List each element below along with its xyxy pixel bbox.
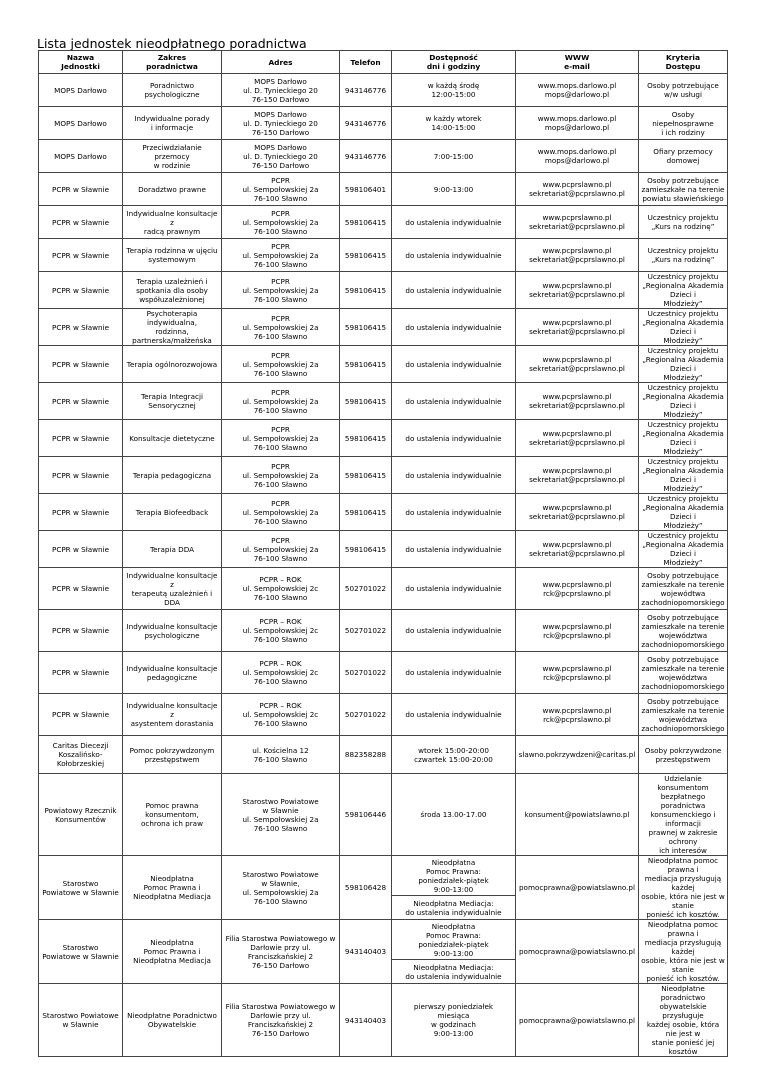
scope-cell: Terapia rodzinna w ujęciu systemowym bbox=[123, 239, 222, 272]
scope-cell: Pomoc pokrzywdzonym przestępstwem bbox=[123, 736, 222, 774]
phone-cell[interactable]: 598106415 bbox=[340, 531, 392, 568]
unit-name-cell: PCPR w Sławnie bbox=[39, 652, 123, 694]
availability-cell: do ustalenia indywidualnie bbox=[392, 206, 516, 239]
phone-cell[interactable]: 598106415 bbox=[340, 420, 392, 457]
scope-cell: Terapia uzależnień i spotkania dla osoby współuzależnionej bbox=[123, 272, 222, 309]
table-row bbox=[39, 610, 728, 652]
criteria-cell: Uczestnicy projektu „Regionalna Akademia Dzieci i Młodzieży” bbox=[639, 346, 728, 383]
unit-name-cell: PCPR w Sławnie bbox=[39, 309, 123, 346]
address-cell: PCPR ul. Sempołowskiej 2a 76-100 Sławno bbox=[222, 494, 340, 531]
availability-cell: do ustalenia indywidualnie bbox=[392, 531, 516, 568]
scope-cell: Przeciwdziałanie przemocy w rodzinie bbox=[123, 140, 222, 173]
header-availability: Dostępność dni i godziny bbox=[392, 51, 516, 74]
address-cell: Starostwo Powiatowe w Sławnie, ul. Sempołowskiej 2a 76-100 Sławno bbox=[222, 856, 340, 920]
address-cell: PCPR ul. Sempołowskiej 2a 76-100 Sławno bbox=[222, 173, 340, 206]
criteria-cell: Uczestnicy projektu „Regionalna Akademia Dzieci i Młodzieży” bbox=[639, 494, 728, 531]
unit-name-cell: PCPR w Sławnie bbox=[39, 694, 123, 736]
scope-cell: Indywidualne konsultacje pedagogiczne bbox=[123, 652, 222, 694]
scope-cell: Indywidualne konsultacje psychologiczne bbox=[123, 610, 222, 652]
table-row bbox=[39, 984, 728, 1057]
phone-cell[interactable]: 598106428 bbox=[340, 856, 392, 920]
scope-cell: Doradztwo prawne bbox=[123, 173, 222, 206]
unit-name-cell: PCPR w Sławnie bbox=[39, 494, 123, 531]
criteria-cell: Osoby pokrzywdzone przestępstwem bbox=[639, 736, 728, 774]
contact-cell[interactable]: www.pcprslawno.pl rck@pcprslawno.pl bbox=[516, 652, 639, 694]
unit-name-cell: PCPR w Sławnie bbox=[39, 173, 123, 206]
unit-name-cell: PCPR w Sławnie bbox=[39, 531, 123, 568]
criteria-cell: Uczestnicy projektu „Regionalna Akademia Dzieci i Młodzieży” bbox=[639, 309, 728, 346]
phone-cell[interactable]: 502701022 bbox=[340, 568, 392, 610]
availability-cell: w każdą środę 12:00-15:00 bbox=[392, 74, 516, 107]
address-cell: PCPR ul. Sempołowskiej 2a 76-100 Sławno bbox=[222, 346, 340, 383]
scope-cell: Poradnictwo psychologiczne bbox=[123, 74, 222, 107]
scope-cell: Indywidualne konsultacje z asystentem dorastania bbox=[123, 694, 222, 736]
criteria-cell: Osoby potrzebujące zamieszkałe na terenie wojewódtwa zachodniopomorskiego bbox=[639, 568, 728, 610]
contact-cell[interactable]: www.pcprslawno.pl sekretariat@pcprslawno.pl bbox=[516, 531, 639, 568]
criteria-cell: Osoby potrzebujące zamieszkałe na terenie województwa zachodniopomorskiego bbox=[639, 652, 728, 694]
scope-cell: Terapia DDA bbox=[123, 531, 222, 568]
contact-cell[interactable]: www.mops.darlowo.pl mops@darlowo.pl bbox=[516, 140, 639, 173]
phone-cell[interactable]: 598106415 bbox=[340, 457, 392, 494]
table-row bbox=[39, 173, 728, 206]
address-cell: ul. Kościelna 12 76-100 Sławno bbox=[222, 736, 340, 774]
table-row bbox=[39, 309, 728, 346]
availability-cell: do ustalenia indywidualnie bbox=[392, 652, 516, 694]
phone-cell[interactable]: 943146776 bbox=[340, 140, 392, 173]
availability-cell: do ustalenia indywidualnie bbox=[392, 694, 516, 736]
criteria-cell: Udzielanie konsumentom bezpłatnego poradnictwa konsumenckiego i informacji prawnej w zakresie ochrony ich interesów bbox=[639, 774, 728, 856]
unit-name-cell: PCPR w Sławnie bbox=[39, 457, 123, 494]
phone-cell[interactable]: 943140403 bbox=[340, 984, 392, 1057]
unit-name-cell: Starostwo Powiatowe w Sławnie bbox=[39, 920, 123, 984]
unit-name-cell: PCPR w Sławnie bbox=[39, 272, 123, 309]
contact-cell[interactable]: www.pcprslawno.pl rck@pcprslawno.pl bbox=[516, 610, 639, 652]
contact-cell[interactable]: www.pcprslawno.pl rck@pcprslawno.pl bbox=[516, 694, 639, 736]
availability-cell: do ustalenia indywidualnie bbox=[392, 272, 516, 309]
header-criteria: Kryteria Dostępu bbox=[639, 51, 728, 74]
header-name: Nazwa Jednostki bbox=[39, 51, 123, 74]
availability-cell: do ustalenia indywidualnie bbox=[392, 420, 516, 457]
table-row bbox=[39, 346, 728, 383]
contact-cell[interactable]: www.pcprslawno.pl sekretariat@pcprslawno.pl bbox=[516, 420, 639, 457]
units-table bbox=[38, 50, 728, 1057]
contact-cell[interactable]: www.pcprslawno.pl rck@pcprslawno.pl bbox=[516, 568, 639, 610]
phone-cell[interactable]: 598106415 bbox=[340, 272, 392, 309]
scope-cell: Terapia Biofeedback bbox=[123, 494, 222, 531]
contact-cell[interactable]: www.pcprslawno.pl sekretariat@pcprslawno.pl bbox=[516, 494, 639, 531]
unit-name-cell: Starostwo Powiatowe w Sławnie bbox=[39, 984, 123, 1057]
criteria-cell: Nieodpłatna pomoc prawna i mediacja przysługują każdej osobie, która nie jest w stanie ponieść ich kosztów. bbox=[639, 856, 728, 920]
address-cell: MOPS Darłowo ul. D. Tynieckiego 20 76-150 Darłowo bbox=[222, 140, 340, 173]
header-phone: Telefon bbox=[340, 51, 392, 74]
contact-cell[interactable]: www.pcprslawno.pl sekretariat@pcprslawno.pl bbox=[516, 457, 639, 494]
scope-cell: Terapia pedagogiczna bbox=[123, 457, 222, 494]
document-title: Lista jednostek nieodpłatnego poradnictwa bbox=[37, 36, 307, 51]
criteria-cell: Nieodpłatne poradnictwo obywatelskie przysługuje każdej osobie, która nie jest w stanie ponieść jej kosztów bbox=[639, 984, 728, 1057]
address-cell: Starostwo Powiatowe w Sławnie ul. Sempołowskiej 2a 76-100 Sławno bbox=[222, 774, 340, 856]
criteria-cell: Uczestnicy projektu „Kurs na rodzinę” bbox=[639, 206, 728, 239]
table-row bbox=[39, 494, 728, 531]
unit-name-cell: PCPR w Sławnie bbox=[39, 420, 123, 457]
criteria-cell: Uczestnicy projektu „Regionalna Akademia Dzieci i Młodzieży” bbox=[639, 420, 728, 457]
availability-cell: wtorek 15:00-20:00 czwartek 15:00-20:00 bbox=[392, 736, 516, 774]
contact-cell[interactable]: www.mops.darlowo.pl mops@darlowo.pl bbox=[516, 107, 639, 140]
table-row bbox=[39, 383, 728, 420]
phone-cell[interactable]: 502701022 bbox=[340, 610, 392, 652]
table-header-row bbox=[39, 51, 728, 74]
availability-cell: do ustalenia indywidualnie bbox=[392, 309, 516, 346]
availability-cell: do ustalenia indywidualnie bbox=[392, 494, 516, 531]
availability-cell: w każdy wtorek 14:00-15:00 bbox=[392, 107, 516, 140]
address-cell: Filia Starostwa Powiatowego w Darłowie przy ul. Franciszkańskiej 2 76-150 Darłowo bbox=[222, 920, 340, 984]
contact-cell[interactable]: konsument@powiatslawno.pl bbox=[516, 774, 639, 856]
scope-cell: Pomoc prawna konsumentom, ochrona ich praw bbox=[123, 774, 222, 856]
availability-cell: do ustalenia indywidualnie bbox=[392, 346, 516, 383]
unit-name-cell: Powiatowy Rzecznik Konsumentów bbox=[39, 774, 123, 856]
table-row bbox=[39, 140, 728, 173]
address-cell: PCPR – ROK ul. Sempołowskiej 2c 76-100 Sławno bbox=[222, 652, 340, 694]
contact-cell[interactable]: pomocprawna@powiatslawno.pl bbox=[516, 984, 639, 1057]
criteria-cell: Uczestnicy projektu „Regionalna Akademia Dzieci i Młodzieży” bbox=[639, 531, 728, 568]
unit-name-cell: Caritas Diecezji Koszalińsko- Kołobrzeskiej bbox=[39, 736, 123, 774]
availability-cell: do ustalenia indywidualnie bbox=[392, 610, 516, 652]
mediation-availability-cell: Nieodpłatna Mediacja: do ustalenia indywidualnie bbox=[392, 896, 516, 920]
table-row bbox=[39, 568, 728, 610]
address-cell: PCPR ul. Sempołowskiej 2a 76-100 Sławno bbox=[222, 457, 340, 494]
address-cell: PCPR – ROK ul. Sempołowskiej 2c 76-100 Sławno bbox=[222, 694, 340, 736]
phone-cell[interactable]: 598106415 bbox=[340, 206, 392, 239]
contact-cell[interactable]: slawno.pokrzywdzeni@caritas.pl bbox=[516, 736, 639, 774]
availability-cell: do ustalenia indywidualnie bbox=[392, 457, 516, 494]
unit-name-cell: Starostwo Powiatowe w Sławnie bbox=[39, 856, 123, 920]
scope-cell: Indywidualne porady i informacje bbox=[123, 107, 222, 140]
unit-name-cell: MOPS Darłowo bbox=[39, 107, 123, 140]
criteria-cell: Osoby potrzebujące w/w usługi bbox=[639, 74, 728, 107]
criteria-cell: Osoby potrzebujące zamieszkałe na terenie województwa zachodniopomorskiego bbox=[639, 694, 728, 736]
address-cell: PCPR ul. Sempołowskiej 2a 76-100 Sławno bbox=[222, 239, 340, 272]
address-cell: PCPR ul. Sempołowskiej 2a 76-100 Sławno bbox=[222, 420, 340, 457]
table-row bbox=[39, 272, 728, 309]
contact-cell[interactable]: www.pcprslawno.pl sekretariat@pcprslawno.pl bbox=[516, 309, 639, 346]
scope-cell: Konsultacje dietetyczne bbox=[123, 420, 222, 457]
table-row bbox=[39, 420, 728, 457]
header-address: Adres bbox=[222, 51, 340, 74]
scope-cell: Indywidualne konsultacje z radcą prawnym bbox=[123, 206, 222, 239]
phone-cell[interactable]: 598106415 bbox=[340, 494, 392, 531]
table-row bbox=[39, 206, 728, 239]
criteria-cell: Osoby niepełnosprawne i ich rodziny bbox=[639, 107, 728, 140]
unit-name-cell: PCPR w Sławnie bbox=[39, 239, 123, 272]
phone-cell[interactable]: 598106401 bbox=[340, 173, 392, 206]
availability-cell: Nieodpłatna Pomoc Prawna: poniedziałek-piątek 9:00-13:00 bbox=[392, 920, 516, 960]
unit-name-cell: PCPR w Sławnie bbox=[39, 206, 123, 239]
unit-name-cell: MOPS Darłowo bbox=[39, 140, 123, 173]
criteria-cell: Uczestnicy projektu „Kurs na rodzinę” bbox=[639, 239, 728, 272]
table-row bbox=[39, 74, 728, 107]
contact-cell[interactable]: www.pcprslawno.pl sekretariat@pcprslawno.pl bbox=[516, 173, 639, 206]
availability-cell: 7:00-15:00 bbox=[392, 140, 516, 173]
criteria-cell: Uczestnicy projektu „Regionalna Akademia Dzieci i Młodzieży” bbox=[639, 383, 728, 420]
criteria-cell: Uczestnicy projektu „Regionalna Akademia Dzieci i Młodzieży” bbox=[639, 457, 728, 494]
address-cell: MOPS Darłowo ul. D. Tynieckiego 20 76-150 Darłowo bbox=[222, 74, 340, 107]
phone-cell[interactable]: 502701022 bbox=[340, 652, 392, 694]
unit-name-cell: MOPS Darłowo bbox=[39, 74, 123, 107]
contact-cell[interactable]: www.mops.darlowo.pl mops@darlowo.pl bbox=[516, 74, 639, 107]
scope-cell: Terapia Integracji Sensorycznej bbox=[123, 383, 222, 420]
table-row bbox=[39, 239, 728, 272]
phone-cell[interactable]: 598106415 bbox=[340, 346, 392, 383]
availability-cell: do ustalenia indywidualnie bbox=[392, 568, 516, 610]
address-cell: PCPR ul. Sempołowskiej 2a 76-100 Sławno bbox=[222, 309, 340, 346]
address-cell: Filia Starostwa Powiatowego w Darłowie przy ul. Franciszkańskiej 2 76-150 Darłowo bbox=[222, 984, 340, 1057]
mediation-availability-cell: Nieodpłatna Mediacja: do ustalenia indywidualnie bbox=[392, 960, 516, 984]
address-cell: PCPR – ROK ul. Sempołowskiej 2c 76-100 Sławno bbox=[222, 610, 340, 652]
phone-cell[interactable]: 882358288 bbox=[340, 736, 392, 774]
header-scope: Zakres poradnictwa bbox=[123, 51, 222, 74]
phone-cell[interactable]: 598106446 bbox=[340, 774, 392, 856]
availability-cell: pierwszy poniedziałek miesiąca w godzinach 9:00-13:00 bbox=[392, 984, 516, 1057]
address-cell: MOPS Darłowo ul. D. Tynieckiego 20 76-150 Darłowo bbox=[222, 107, 340, 140]
contact-cell[interactable]: pomocprawna@powiatslawno.pl bbox=[516, 920, 639, 984]
availability-cell: środa 13.00-17.00 bbox=[392, 774, 516, 856]
phone-cell[interactable]: 943146776 bbox=[340, 74, 392, 107]
phone-cell[interactable]: 943146776 bbox=[340, 107, 392, 140]
contact-cell[interactable]: www.pcprslawno.pl sekretariat@pcprslawno.pl bbox=[516, 239, 639, 272]
phone-cell[interactable]: 598106415 bbox=[340, 383, 392, 420]
contact-cell[interactable]: www.pcprslawno.pl sekretariat@pcprslawno.pl bbox=[516, 346, 639, 383]
address-cell: PCPR ul. Sempołowskiej 2a 76-100 Sławno bbox=[222, 531, 340, 568]
contact-cell[interactable]: www.pcprslawno.pl sekretariat@pcprslawno.pl bbox=[516, 206, 639, 239]
criteria-cell: Osoby potrzebujące zamieszkałe na terenie województwa zachodniopomorskiego bbox=[639, 610, 728, 652]
availability-cell: Nieodpłatna Pomoc Prawna: poniedziałek-piątek 9:00-13:00 bbox=[392, 856, 516, 896]
scope-cell: Psychoterapia indywidualna, rodzinna, partnerska/małżeńska bbox=[123, 309, 222, 346]
table-row bbox=[39, 736, 728, 774]
address-cell: PCPR – ROK ul. Sempołowskiej 2c 76-100 Sławno bbox=[222, 568, 340, 610]
address-cell: PCPR ul. Sempołowskiej 2a 76-100 Sławno bbox=[222, 206, 340, 239]
contact-cell[interactable]: www.pcprslawno.pl sekretariat@pcprslawno.pl bbox=[516, 383, 639, 420]
table-row bbox=[39, 694, 728, 736]
unit-name-cell: PCPR w Sławnie bbox=[39, 568, 123, 610]
availability-cell: do ustalenia indywidualnie bbox=[392, 239, 516, 272]
availability-cell: 9:00-13:00 bbox=[392, 173, 516, 206]
table-row bbox=[39, 920, 728, 960]
scope-cell: Nieodpłatna Pomoc Prawna i Nieodpłatna Mediacja bbox=[123, 920, 222, 984]
table-row bbox=[39, 774, 728, 856]
phone-cell[interactable]: 598106415 bbox=[340, 239, 392, 272]
scope-cell: Nieodpłatne Poradnictwo Obywatelskie bbox=[123, 984, 222, 1057]
availability-cell: do ustalenia indywidualnie bbox=[392, 383, 516, 420]
address-cell: PCPR ul. Sempołowskiej 2a 76-100 Sławno bbox=[222, 272, 340, 309]
contact-cell[interactable]: www.pcprslawno.pl sekretariat@pcprslawno.pl bbox=[516, 272, 639, 309]
phone-cell[interactable]: 943140403 bbox=[340, 920, 392, 984]
unit-name-cell: PCPR w Sławnie bbox=[39, 383, 123, 420]
unit-name-cell: PCPR w Sławnie bbox=[39, 610, 123, 652]
criteria-cell: Ofiary przemocy domowej bbox=[639, 140, 728, 173]
scope-cell: Nieodpłatna Pomoc Prawna i Nieodpłatna Mediacja bbox=[123, 856, 222, 920]
criteria-cell: Uczestnicy projektu „Regionalna Akademia Dzieci i Młodzieży” bbox=[639, 272, 728, 309]
criteria-cell: Nieodpłatna pomoc prawna i mediacja przysługują każdej osobie, która nie jest w stanie ponieść ich kosztów. bbox=[639, 920, 728, 984]
table-row bbox=[39, 457, 728, 494]
phone-cell[interactable]: 502701022 bbox=[340, 694, 392, 736]
scope-cell: Terapia ogólnorozwojowa bbox=[123, 346, 222, 383]
table-row bbox=[39, 856, 728, 896]
phone-cell[interactable]: 598106415 bbox=[340, 309, 392, 346]
scope-cell: Indywidualne konsultacje z terapeutą uzależnień i DDA bbox=[123, 568, 222, 610]
address-cell: PCPR ul. Sempołowskiej 2a 76-100 Sławno bbox=[222, 383, 340, 420]
table-row bbox=[39, 652, 728, 694]
unit-name-cell: PCPR w Sławnie bbox=[39, 346, 123, 383]
header-www-email: WWW e-mail bbox=[516, 51, 639, 74]
table-row bbox=[39, 531, 728, 568]
table-row bbox=[39, 107, 728, 140]
criteria-cell: Osoby potrzebujące zamieszkałe na terenie powiatu sławieńskiego bbox=[639, 173, 728, 206]
contact-cell[interactable]: pomocprawna@powiatslawno.pl bbox=[516, 856, 639, 920]
